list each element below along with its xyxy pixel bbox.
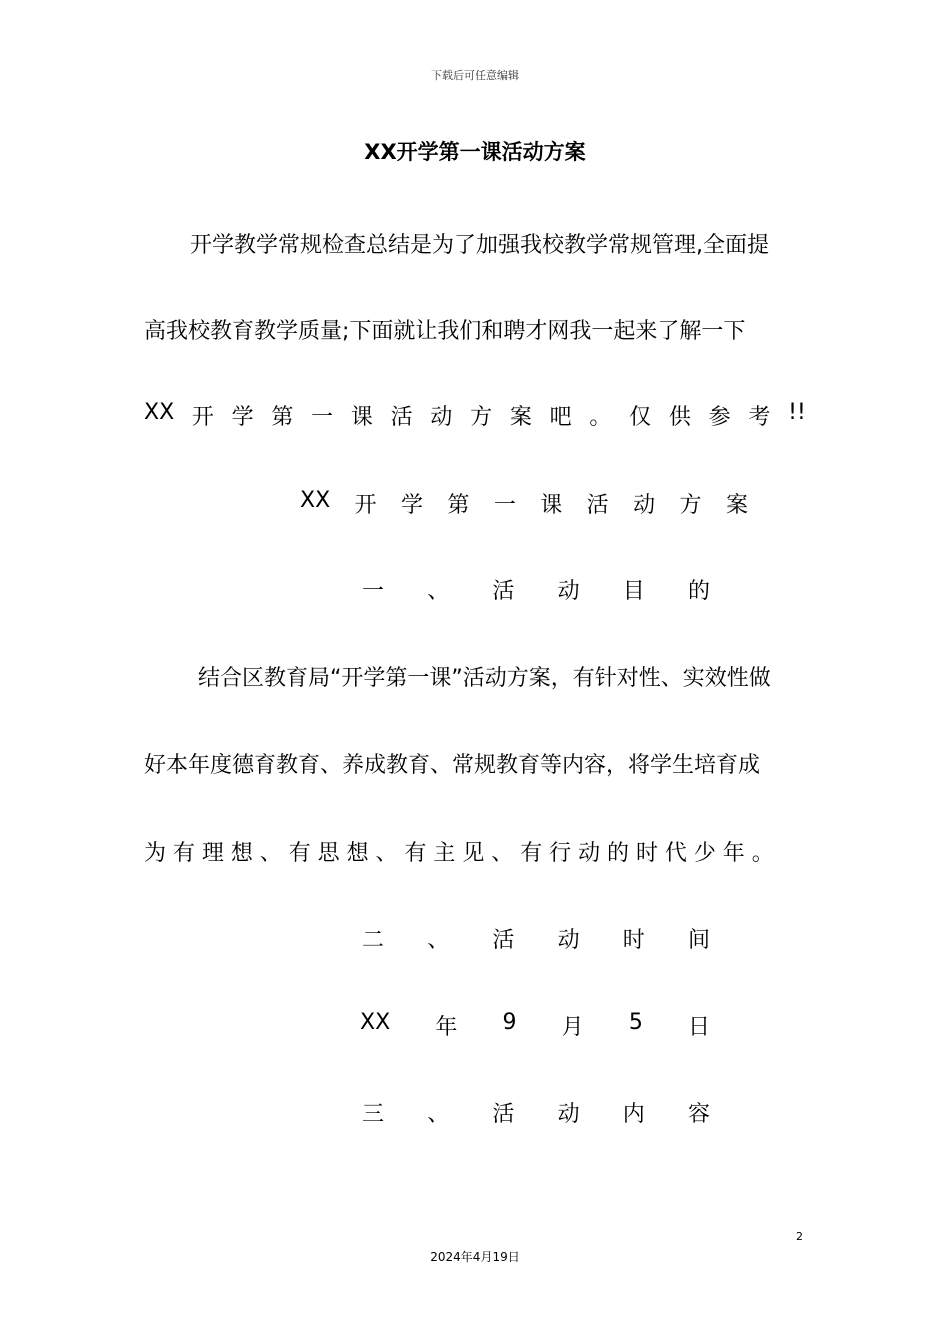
text-token: 参 — [708, 405, 731, 430]
text-token: 供 — [668, 405, 691, 430]
footer-date: 2024年4月19日 — [430, 1250, 520, 1264]
text-token: 课 — [350, 405, 373, 430]
text-token: 仅 — [629, 405, 652, 430]
subtitle — [300, 488, 748, 519]
text-token: 容 — [687, 1102, 710, 1127]
text-token: !! — [788, 400, 806, 425]
text-token: 开 — [191, 405, 214, 430]
text-token: 。 — [589, 405, 612, 430]
text-token: 活 — [586, 493, 609, 518]
text-token: 二 — [362, 928, 385, 953]
text-token: 、 — [427, 579, 450, 604]
text-token: 有 — [520, 841, 543, 866]
text-token: 、 — [427, 1102, 450, 1127]
section-1-heading — [362, 574, 710, 605]
text-token: 年 — [722, 841, 745, 866]
text-token: 三 — [362, 1102, 385, 1127]
text-token: 动 — [430, 405, 453, 430]
text-token: 。 — [751, 841, 774, 866]
text-token: 想 — [230, 841, 253, 866]
text-token: 动 — [557, 1102, 580, 1127]
text-token: 一 — [362, 579, 385, 604]
text-token: 、 — [259, 841, 282, 866]
section-1-line-3 — [144, 836, 774, 867]
text-token: 动 — [557, 928, 580, 953]
text-token: 一 — [493, 493, 516, 518]
intro-line-2: 高我校教育教学质量;下面就让我们和聘才网我一起来了解一下 — [144, 319, 746, 344]
text-token: XX — [360, 1010, 391, 1035]
text-token: 活 — [390, 405, 413, 430]
intro-line-1: 开学教学常规检查总结是为了加强我校教学常规管理,全面提 — [190, 233, 769, 258]
text-token: 有 — [404, 841, 427, 866]
text-token: 的 — [687, 579, 710, 604]
page-number: 2 — [796, 1230, 803, 1243]
text-token: 9 — [502, 1010, 517, 1035]
text-token: 第 — [271, 405, 294, 430]
text-token: 学 — [231, 405, 254, 430]
text-token: 时 — [622, 928, 645, 953]
text-token: 学 — [400, 493, 423, 518]
text-token: 、 — [375, 841, 398, 866]
section-1-line-1: 结合区教育局“开学第一课”活动方案，有针对性、实效性做 — [198, 666, 771, 691]
text-token: 有 — [288, 841, 311, 866]
text-token: 为 — [144, 841, 167, 866]
text-token: XX — [144, 400, 175, 425]
text-token: 课 — [540, 493, 563, 518]
intro-line-3 — [144, 400, 806, 431]
text-token: 目 — [622, 579, 645, 604]
text-token: 间 — [687, 928, 710, 953]
text-token: 想 — [346, 841, 369, 866]
document-title: XX开学第一课活动方案 — [364, 140, 586, 164]
text-token: 理 — [201, 841, 224, 866]
text-token: 活 — [492, 928, 515, 953]
text-token: 月 — [561, 1015, 584, 1040]
text-token: 、 — [491, 841, 514, 866]
text-token: 一 — [311, 405, 334, 430]
section-3-heading — [362, 1097, 710, 1128]
text-token: 思 — [317, 841, 340, 866]
text-token: 动 — [557, 579, 580, 604]
text-token: 活 — [492, 1102, 515, 1127]
text-token: 活 — [492, 579, 515, 604]
text-token: 吧 — [549, 405, 572, 430]
text-token: 行 — [549, 841, 572, 866]
text-token: 5 — [628, 1010, 643, 1035]
text-token: 时 — [635, 841, 658, 866]
text-token: 案 — [509, 405, 532, 430]
text-token: 开 — [354, 493, 377, 518]
section-1-line-2: 好本年度德育教育、养成教育、常规教育等内容，将学生培育成 — [144, 753, 761, 778]
text-token: 方 — [679, 493, 702, 518]
text-token: 主 — [433, 841, 456, 866]
section-2-heading — [362, 923, 710, 954]
text-token: 第 — [447, 493, 470, 518]
text-token: 代 — [664, 841, 687, 866]
text-token: 少 — [693, 841, 716, 866]
text-token: 、 — [427, 928, 450, 953]
text-token: XX — [300, 488, 331, 513]
text-token: 考 — [748, 405, 771, 430]
text-token: 动 — [633, 493, 656, 518]
text-token: 动 — [578, 841, 601, 866]
page-header: 下载后可任意编辑 — [431, 69, 519, 82]
text-token: 案 — [725, 493, 748, 518]
text-token: 见 — [462, 841, 485, 866]
text-token: 方 — [470, 405, 493, 430]
text-token: 有 — [172, 841, 195, 866]
text-token: 内 — [622, 1102, 645, 1127]
text-token: 日 — [687, 1015, 710, 1040]
activity-date — [360, 1010, 710, 1041]
text-token: 的 — [607, 841, 630, 866]
text-token: 年 — [435, 1015, 458, 1040]
